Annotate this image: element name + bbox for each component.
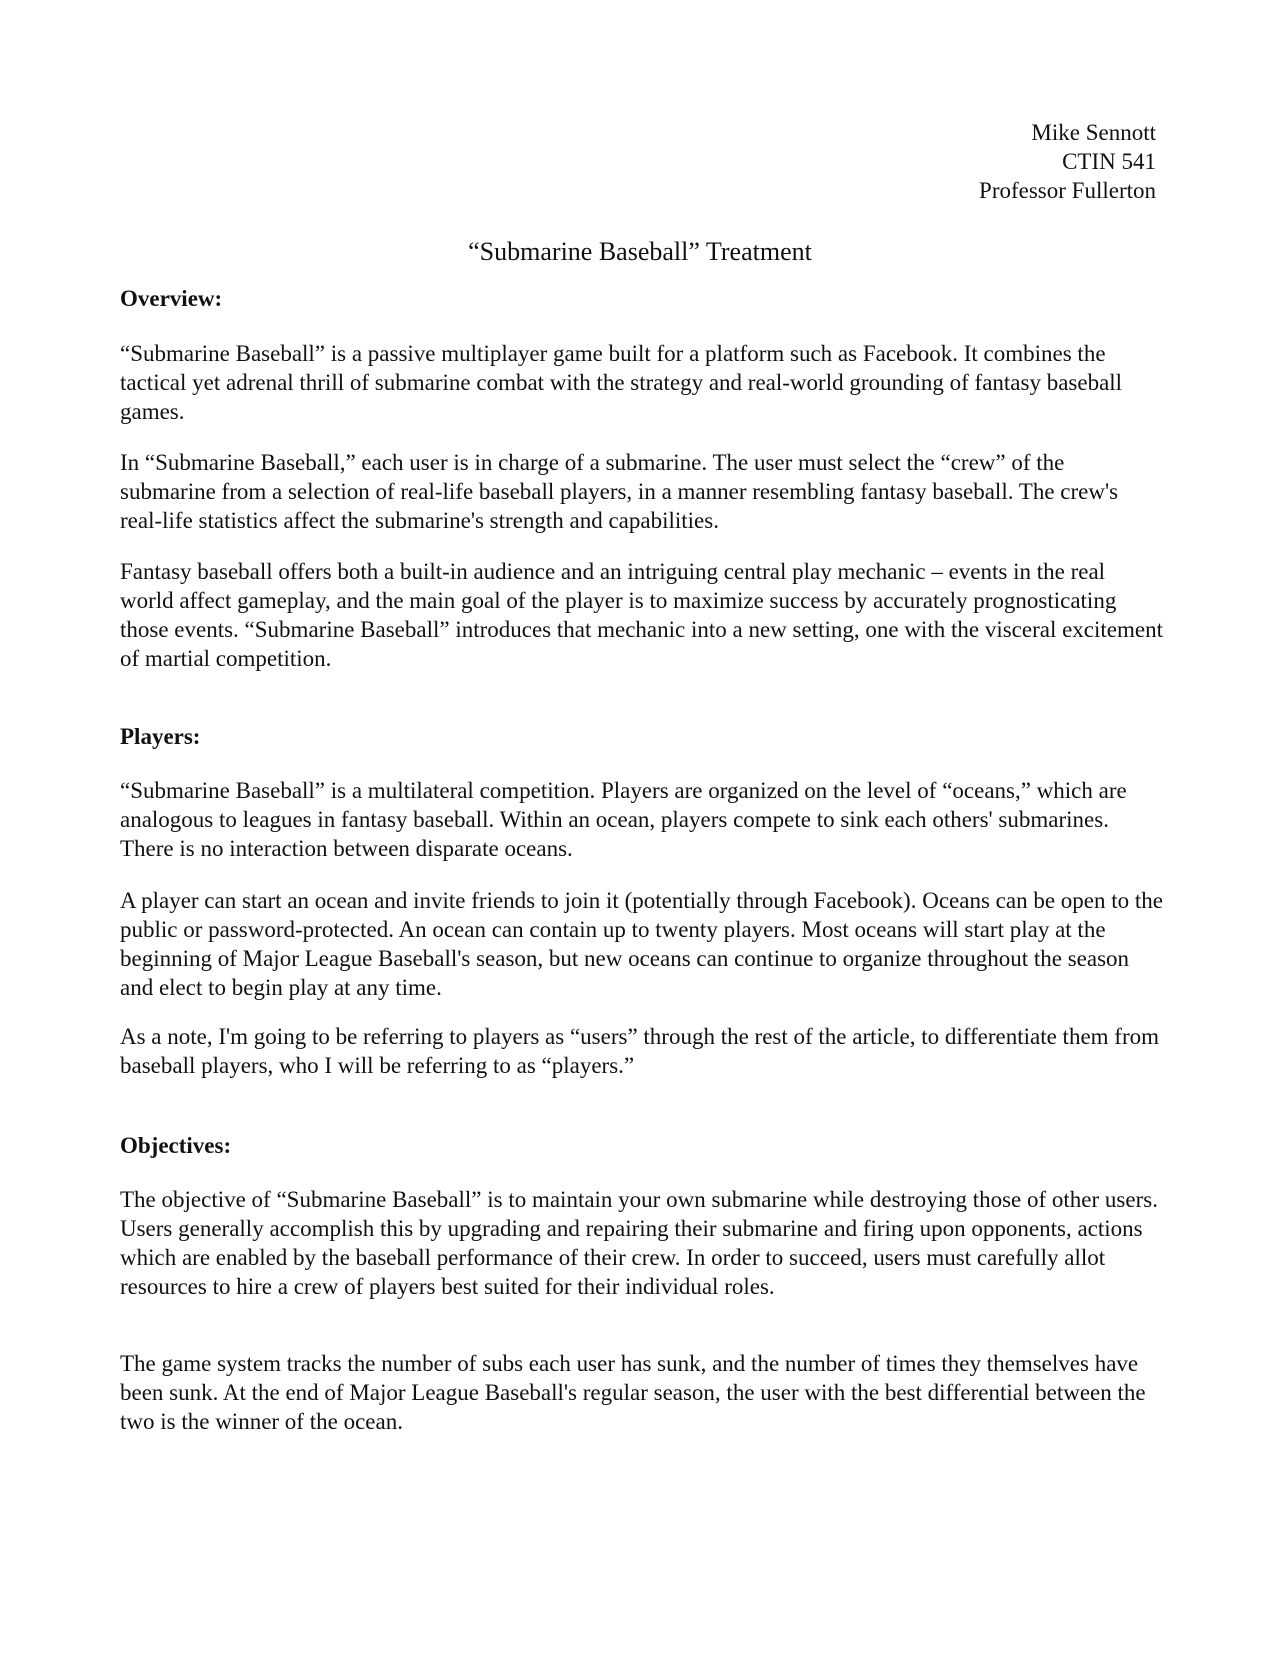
overview-heading: Overview: <box>120 286 223 311</box>
players-heading: Players: <box>120 724 201 749</box>
players-paragraph-1: “Submarine Baseball” is a multilateral competition. Players are organized on the level of “oceans,” which are analogous to leagues in fantasy baseball. Within an ocean, players compete to sink each others' submarines. There is no interaction between disparate oceans. <box>120 778 1127 861</box>
overview-paragraph-1: “Submarine Baseball” is a passive multiplayer game built for a platform such as Facebook. It combines the tactical yet adrenal thrill of submarine combat with the strategy and real-world grounding of fantasy baseball games. <box>120 341 1123 424</box>
overview-paragraph-3: Fantasy baseball offers both a built-in audience and an intriguing central play mechanic – events in the real world affect gameplay, and the main goal of the player is to maximize success by accurately prognosticating those events. “Submarine Baseball” introduces that mechanic into a new setting, one with the visceral excitement of martial competition. <box>120 559 1163 671</box>
players-paragraph-2: A player can start an ocean and invite friends to join it (potentially through Facebook). Oceans can be open to the public or password-protected. An ocean can contain up to twenty players. Most oceans will start play at the beginning of Major League Baseball's season, but new oceans can continue to organize throughout the season and elect to begin play at any time. <box>120 888 1163 1000</box>
document-title: “Submarine Baseball” Treatment <box>468 237 812 266</box>
players-paragraph-3: As a note, I'm going to be referring to players as “users” through the rest of the article, to differentiate them from baseball players, who I will be referring to as “players.” <box>120 1024 1160 1078</box>
objectives-heading: Objectives: <box>120 1133 232 1158</box>
author-name: Mike Sennott <box>1031 120 1156 145</box>
course-code: CTIN 541 <box>1062 149 1156 174</box>
professor-name: Professor Fullerton <box>979 178 1156 203</box>
objectives-paragraph-1: The objective of “Submarine Baseball” is to maintain your own submarine while destroying those of other users. Users generally accomplish this by upgrading and repairing their submarine and firing upon opponents, actions which are enabled by the baseball performance of their crew. In order to succeed, users must carefully allot resources to hire a crew of players best suited for their individual roles. <box>120 1187 1158 1299</box>
author-block <box>979 118 1156 205</box>
objectives-paragraph-2: The game system tracks the number of subs each user has sunk, and the number of times they themselves have been sunk. At the end of Major League Baseball's regular season, the user with the best differential between the two is the winner of the ocean. <box>120 1351 1146 1434</box>
overview-paragraph-2: In “Submarine Baseball,” each user is in charge of a submarine. The user must select the “crew” of the submarine from a selection of real-life baseball players, in a manner resembling fantasy baseball. The crew's real-life statistics affect the submarine's strength and capabilities. <box>120 450 1119 533</box>
